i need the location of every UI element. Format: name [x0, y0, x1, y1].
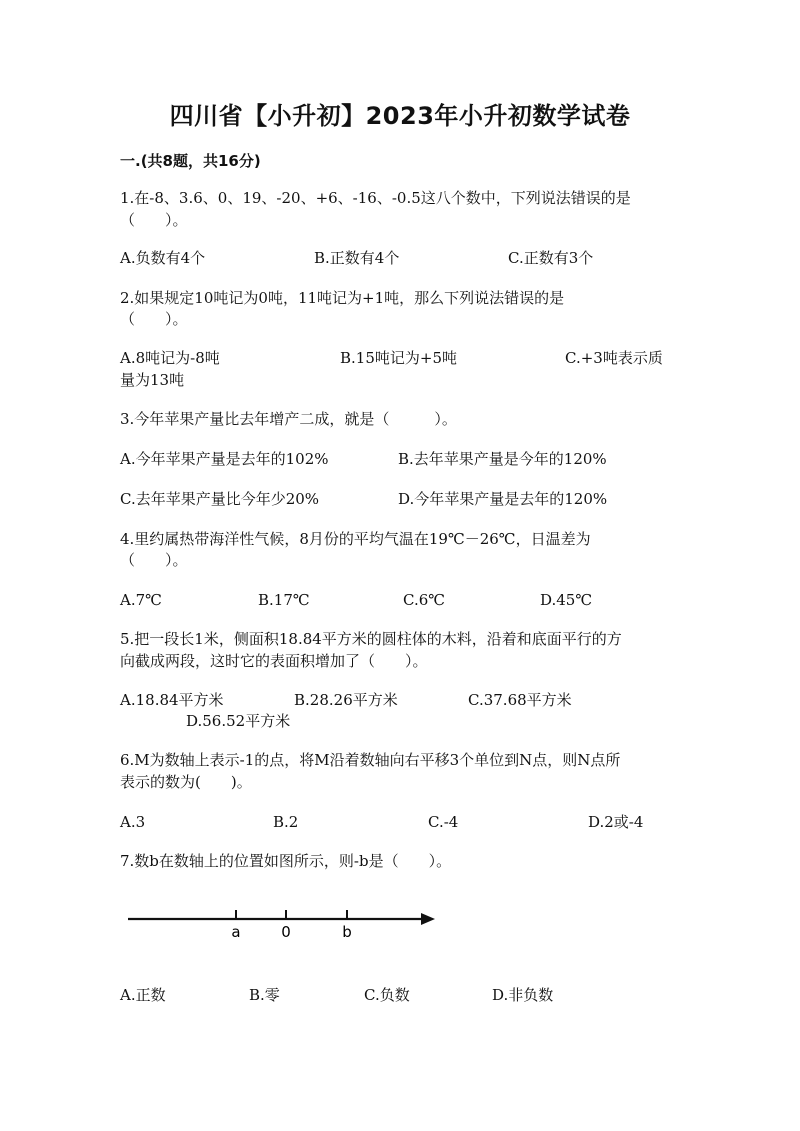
question-6-option-c: C.-4 [428, 813, 459, 831]
question-2-option-a: A.8吨记为-8吨 [120, 349, 220, 367]
question-7-line-1: 7.数b在数轴上的位置如图所示，则-b是（ ）。 [120, 852, 452, 870]
question-7-option-a: A.正数 [120, 986, 166, 1004]
question-6-line-2: 表示的数为( )。 [120, 773, 252, 791]
question-2-line-2: （ ）。 [120, 310, 188, 328]
number-line-figure [120, 900, 450, 950]
question-2-option-c-continued: 量为13吨 [120, 371, 185, 389]
question-3-option-b: B.去年苹果产量是今年的120% [398, 450, 607, 468]
question-6-line-1: 6.M为数轴上表示-1的点，将M沿着数轴向右平移3个单位到N点，则N点所 [120, 751, 621, 769]
question-5-option-c: C.37.68平方米 [468, 691, 572, 709]
question-5-line-2: 向截成两段，这时它的表面积增加了（ ）。 [120, 652, 428, 670]
question-1-option-b: B.正数有4个 [314, 249, 400, 267]
question-6-option-a: A.3 [120, 813, 146, 831]
question-3-option-c: C.去年苹果产量比今年少20% [120, 490, 320, 508]
question-5-option-a: A.18.84平方米 [120, 691, 224, 709]
question-4-line-2: （ ）。 [120, 551, 188, 569]
question-2-option-c: C.+3吨表示质 [565, 349, 663, 367]
question-7-option-c: C.负数 [364, 986, 410, 1004]
question-5-option-b: B.28.26平方米 [294, 691, 398, 709]
question-4-option-b: B.17℃ [258, 591, 310, 609]
question-1-option-a: A.负数有4个 [120, 249, 206, 267]
question-4-line-1: 4.里约属热带海洋性气候，8月份的平均气温在19℃－26℃，日温差为 [120, 530, 591, 548]
question-4-option-d: D.45℃ [540, 591, 593, 609]
label-a: a [231, 923, 241, 941]
question-7-option-b: B.零 [249, 986, 280, 1004]
question-1-option-c: C.正数有3个 [508, 249, 594, 267]
question-3-option-a: A.今年苹果产量是去年的102% [120, 450, 329, 468]
label-b: b [342, 923, 352, 941]
question-7-option-d: D.非负数 [492, 986, 554, 1004]
question-1-line-1: 1.在-8、3.6、0、19、-20、+6、-16、-0.5这八个数中，下列说法错误的是 [120, 189, 631, 207]
number-line-arrow [421, 913, 435, 925]
question-3-line-1: 3.今年苹果产量比去年增产二成，就是（ ）。 [120, 410, 457, 428]
question-2-line-1: 2.如果规定10吨记为0吨，11吨记为+1吨，那么下列说法错误的是 [120, 289, 565, 307]
section-heading: 一.(共8题，共16分) [120, 152, 261, 170]
question-2-option-b: B.15吨记为+5吨 [340, 349, 457, 367]
question-5-option-d: D.56.52平方米 [186, 712, 291, 730]
question-1-line-2: （ ）。 [120, 211, 188, 229]
question-6-option-d: D.2或-4 [588, 813, 644, 831]
page-title: 四川省【小升初】2023年小升初数学试卷 [169, 102, 631, 130]
question-6-option-b: B.2 [273, 813, 299, 831]
question-4-option-a: A.7℃ [120, 591, 162, 609]
question-5-line-1: 5.把一段长1米，侧面积18.84平方米的圆柱体的木料，沿着和底面平行的方 [120, 630, 622, 648]
label-zero: 0 [281, 923, 291, 941]
question-3-option-d: D.今年苹果产量是去年的120% [398, 490, 608, 508]
question-4-option-c: C.6℃ [403, 591, 446, 609]
